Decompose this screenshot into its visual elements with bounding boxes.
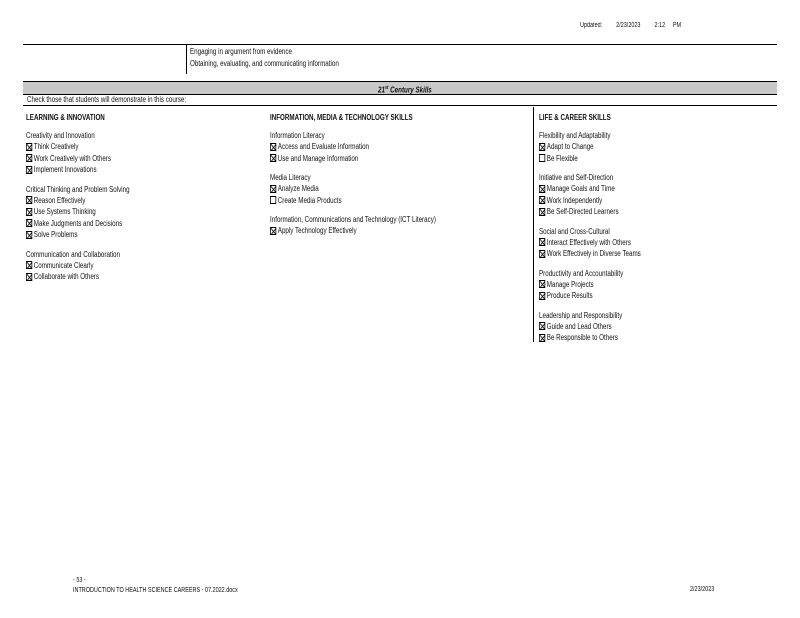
top-rule: [23, 44, 777, 45]
checklist-item[interactable]: [270, 153, 436, 165]
checklist-item[interactable]: [26, 153, 130, 165]
column-heading: LIFE & CAREER SKILLS: [539, 113, 611, 122]
skill-group: [270, 214, 436, 237]
instruction-row: [23, 94, 777, 106]
checked-checkbox[interactable]: [539, 208, 545, 216]
skill-group-title: Information, Communications and Technology (ICT Literacy): [270, 215, 436, 224]
skill-group: [539, 130, 641, 164]
checked-checkbox[interactable]: [26, 261, 32, 269]
checklist-item-label: Interact Effectively with Others: [546, 237, 631, 247]
column-learning-innovation: [26, 112, 130, 291]
checklist-item[interactable]: [26, 218, 130, 230]
checkbox[interactable]: [270, 196, 276, 204]
instruction-text: Check those that students will demonstrate in this course:: [27, 95, 187, 104]
checklist-item-label: Solve Problems: [33, 230, 78, 239]
footer-left: [73, 576, 238, 596]
skill-group-title: Critical Thinking and Problem Solving: [26, 184, 130, 194]
checked-checkbox[interactable]: [539, 196, 545, 204]
skill-group: [26, 249, 130, 283]
checked-checkbox[interactable]: [270, 143, 276, 151]
checklist-item[interactable]: [26, 260, 130, 272]
skill-group: [539, 226, 641, 260]
checklist-item-label: Work Creatively with Others: [33, 153, 112, 163]
column-divider: [533, 107, 534, 342]
skill-group: [26, 130, 130, 176]
checklist-item[interactable]: [539, 206, 641, 218]
checked-checkbox[interactable]: [539, 185, 545, 193]
updated-time: 2:12: [654, 22, 666, 29]
column-information-media-technology: [270, 112, 436, 245]
checklist-item-label: Manage Projects: [546, 279, 594, 289]
checklist-item[interactable]: [26, 271, 130, 283]
updated-label: Updated:: [580, 22, 603, 29]
checked-checkbox[interactable]: [26, 143, 32, 151]
checklist-item-label: Work Effectively in Diverse Teams: [546, 249, 641, 258]
checked-checkbox[interactable]: [26, 196, 32, 204]
checked-checkbox[interactable]: [539, 322, 545, 330]
checklist-item-label: Be Flexible: [546, 153, 578, 163]
page-number: - 53 -: [73, 577, 86, 584]
checklist-item[interactable]: [539, 237, 641, 249]
checklist-item[interactable]: [539, 321, 641, 333]
section-header-bar: [23, 81, 777, 95]
checklist-item-label: Implement Innovations: [33, 165, 97, 174]
column-heading: INFORMATION, MEDIA & TECHNOLOGY SKILLS: [270, 113, 413, 122]
checked-checkbox[interactable]: [26, 166, 32, 174]
checklist-item-label: Use Systems Thinking: [33, 207, 96, 216]
checklist-item-label: Create Media Products: [277, 195, 342, 205]
checklist-item-label: Apply Technology Effectively: [277, 226, 357, 235]
section-title-prefix: 21: [378, 85, 385, 95]
checklist-item-label: Communicate Clearly: [33, 260, 94, 270]
checklist-item[interactable]: [539, 248, 641, 260]
skill-group-title: Media Literacy: [270, 173, 311, 182]
skill-group-title: Creativity and Innovation: [26, 131, 95, 140]
checklist-item-label: Analyze Media: [277, 184, 319, 193]
checklist-item[interactable]: [539, 290, 641, 302]
checklist-item-label: Access and Evaluate Information: [277, 142, 370, 151]
checklist-item[interactable]: [26, 229, 130, 241]
checkbox[interactable]: [539, 154, 545, 162]
checklist-item-label: Reason Effectively: [33, 195, 86, 205]
skill-group-title: Social and Cross-Cultural: [539, 226, 610, 236]
checked-checkbox[interactable]: [26, 208, 32, 216]
checked-checkbox[interactable]: [539, 143, 545, 151]
updated-ampm: PM: [672, 22, 682, 29]
checklist-item-label: Adapt to Change: [546, 142, 594, 151]
checklist-item[interactable]: [539, 183, 641, 195]
checked-checkbox[interactable]: [26, 219, 32, 227]
skill-group-title: Initiative and Self-Direction: [539, 173, 614, 182]
checked-checkbox[interactable]: [270, 185, 276, 193]
skill-group-title: Productivity and Accountability: [539, 268, 624, 278]
footer-filename: INTRODUCTION TO HEALTH SCIENCE CAREERS - 07.2022.docx: [73, 587, 238, 594]
checked-checkbox[interactable]: [539, 280, 545, 288]
checklist-item[interactable]: [26, 164, 130, 176]
checklist-item-label: Be Responsible to Others: [546, 333, 618, 342]
checklist-item[interactable]: [26, 206, 130, 218]
checklist-item[interactable]: [539, 153, 641, 165]
skill-group-title: Flexibility and Adaptability: [539, 131, 611, 140]
column-heading: LEARNING & INNOVATION: [26, 113, 105, 122]
checklist-item-label: Guide and Lead Others: [546, 321, 612, 331]
skill-group: [539, 310, 641, 344]
column-life-career: [539, 112, 641, 352]
skill-group: [539, 268, 641, 302]
checklist-item-label: Collaborate with Others: [33, 272, 100, 281]
checklist-item[interactable]: [539, 141, 641, 153]
checklist-item-label: Think Creatively: [33, 142, 79, 151]
skill-group-title: Leadership and Responsibility: [539, 310, 623, 320]
checked-checkbox[interactable]: [539, 334, 545, 342]
skill-group-title: Information Literacy: [270, 131, 325, 140]
checked-checkbox[interactable]: [270, 227, 276, 235]
checklist-item-label: Make Judgments and Decisions: [33, 218, 123, 228]
practices-divider: [186, 44, 187, 74]
checked-checkbox[interactable]: [270, 154, 276, 162]
section-title-rest: Century Skills: [390, 85, 432, 95]
footer-date: 2/23/2023: [690, 586, 715, 593]
checked-checkbox[interactable]: [26, 231, 32, 239]
checklist-item[interactable]: [270, 225, 436, 237]
checked-checkbox[interactable]: [539, 292, 545, 300]
checklist-item[interactable]: [539, 279, 641, 291]
skill-group: [26, 184, 130, 241]
checked-checkbox[interactable]: [539, 238, 545, 246]
checklist-item-label: Manage Goals and Time: [546, 184, 615, 193]
checklist-item[interactable]: [26, 141, 130, 153]
practice-line-1: Engaging in argument from evidence: [190, 47, 292, 56]
updated-stamp: [580, 22, 694, 29]
checklist-item[interactable]: [270, 183, 436, 195]
skill-group: [539, 172, 641, 218]
checklist-item[interactable]: [26, 195, 130, 207]
practices-list: [190, 46, 339, 70]
checklist-item[interactable]: [539, 195, 641, 207]
checklist-item-label: Work Independently: [546, 195, 603, 205]
checked-checkbox[interactable]: [26, 154, 32, 162]
checklist-item-label: Use and Manage Information: [277, 153, 359, 163]
practice-line-2: Obtaining, evaluating, and communicating information: [190, 59, 339, 68]
skill-group: [270, 130, 436, 164]
checklist-item[interactable]: [270, 141, 436, 153]
checklist-item[interactable]: [539, 332, 641, 344]
checked-checkbox[interactable]: [539, 250, 545, 258]
updated-date: 2/23/2023: [616, 22, 641, 29]
checklist-item-label: Produce Results: [546, 291, 593, 300]
checklist-item-label: Be Self-Directed Learners: [546, 207, 619, 216]
skill-group: [270, 172, 436, 206]
section-title-sup: st: [384, 85, 389, 91]
checked-checkbox[interactable]: [26, 273, 32, 281]
checklist-item[interactable]: [270, 195, 436, 207]
skill-group-title: Communication and Collaboration: [26, 249, 121, 259]
